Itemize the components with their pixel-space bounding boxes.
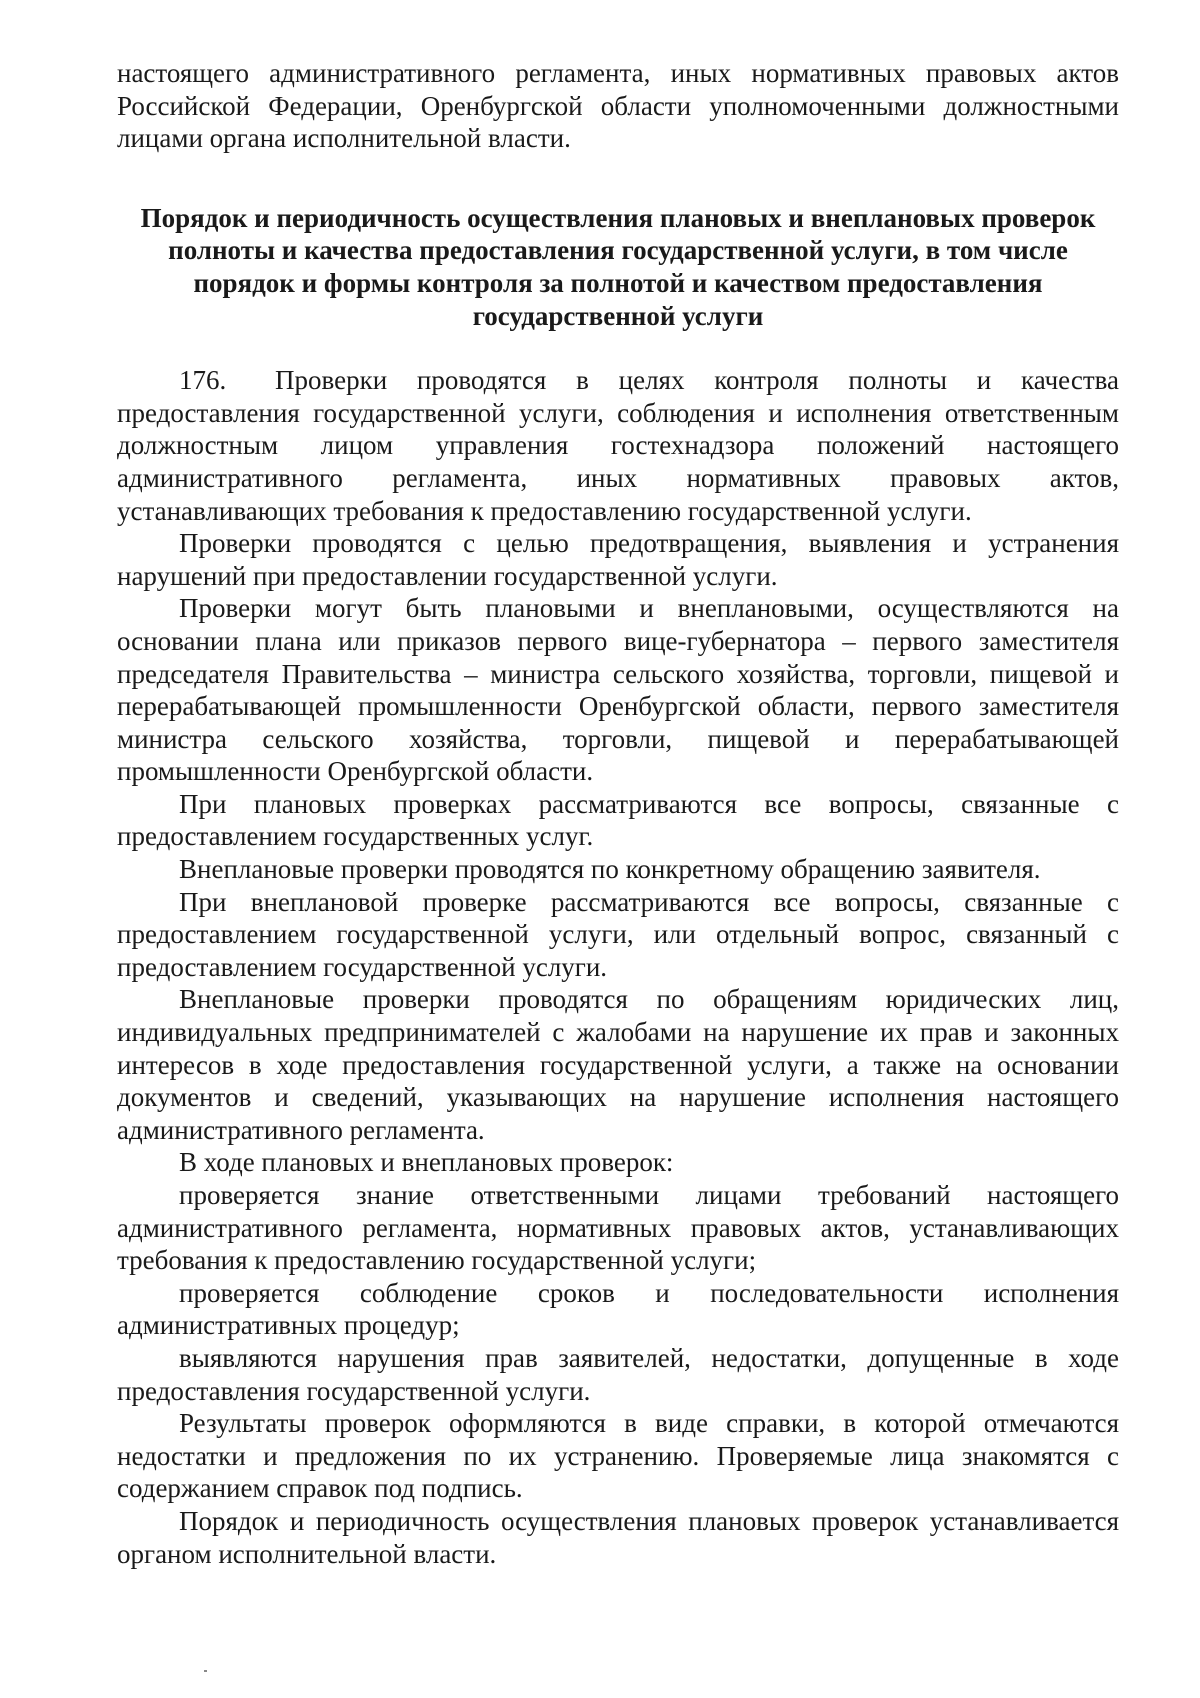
list-item: проверяется соблюдение сроков и последовательности исполнения административных процедур; [117, 1277, 1119, 1341]
body-paragraph: При внеплановой проверке рассматриваются все вопросы, связанные с предоставлением государственной услуги, или отдельный вопрос, связанный с предоставлением государственной услуги. [117, 886, 1119, 982]
spacer [117, 155, 1119, 202]
section-heading: Порядок и периодичность осуществления плановых и внеплановых проверок полноты и качества предоставления государственной услуги, в том числе порядок и формы контроля за полнотой и качеством предоставления государственной услуги [140, 202, 1096, 331]
item-number: 176. [179, 365, 227, 396]
scan-speck [204, 1670, 207, 1672]
body-paragraph: При плановых проверках рассматриваются все вопросы, связанные с предоставлением государственных услуг. [117, 788, 1119, 852]
item-176-paragraph [117, 364, 1119, 527]
intro-paragraph: настоящего административного регламента, иных нормативных правовых актов Российской Федерации, Оренбургской области уполномоченными должностными лицами органа исполнительной власти. [117, 58, 1119, 154]
item-text: Проверки проводятся в целях контроля полноты и качества предоставления государственной услуги, соблюдения и исполнения ответственным должностным лицом управления гостехнадзора положений настоящего административного регламента, иных нормативных правовых актов, устанавливающих требования к предоставлению государственной услуги. [117, 365, 1119, 526]
spacer [117, 332, 1119, 364]
list-item: выявляются нарушения прав заявителей, недостатки, допущенные в ходе предоставления государственной услуги. [117, 1342, 1119, 1406]
document-body [117, 57, 1119, 1570]
body-paragraph: Порядок и периодичность осуществления плановых проверок устанавливается органом исполнительной власти. [117, 1505, 1119, 1569]
body-paragraph: Проверки могут быть плановыми и внеплановыми, осуществляются на основании плана или приказов первого вице-губернатора – первого заместителя председателя Правительства – министра сельского хозяйства, торговли, пищевой и перерабатывающей промышленности Оренбургской области, первого заместителя министра сельского хозяйства, торговли, пищевой и перерабатывающей промышленности Оренбургской области. [117, 593, 1119, 787]
body-paragraph: Проверки проводятся с целью предотвращения, выявления и устранения нарушений при предоставлении государственной услуги. [117, 528, 1119, 591]
body-paragraph: Внеплановые проверки проводятся по конкретному обращению заявителя. [179, 854, 1041, 885]
body-paragraph: В ходе плановых и внеплановых проверок: [179, 1147, 674, 1178]
body-paragraph: Внеплановые проверки проводятся по обращениям юридических лиц, индивидуальных предпринимателей с жалобами на нарушение их прав и законных интересов в ходе предоставления государственной услуги, а также на основании документов и сведений, указывающих на нарушение исполнения настоящего административного регламента. [117, 984, 1119, 1145]
body-paragraph: Результаты проверок оформляются в виде справки, в которой отмечаются недостатки и предложения по их устранению. Проверяемые лица знакомятся с содержанием справок под подпись. [117, 1408, 1119, 1504]
list-item: проверяется знание ответственными лицами требований настоящего административного регламента, нормативных правовых актов, устанавливающих требования к предоставлению государственной услуги; [117, 1180, 1119, 1276]
